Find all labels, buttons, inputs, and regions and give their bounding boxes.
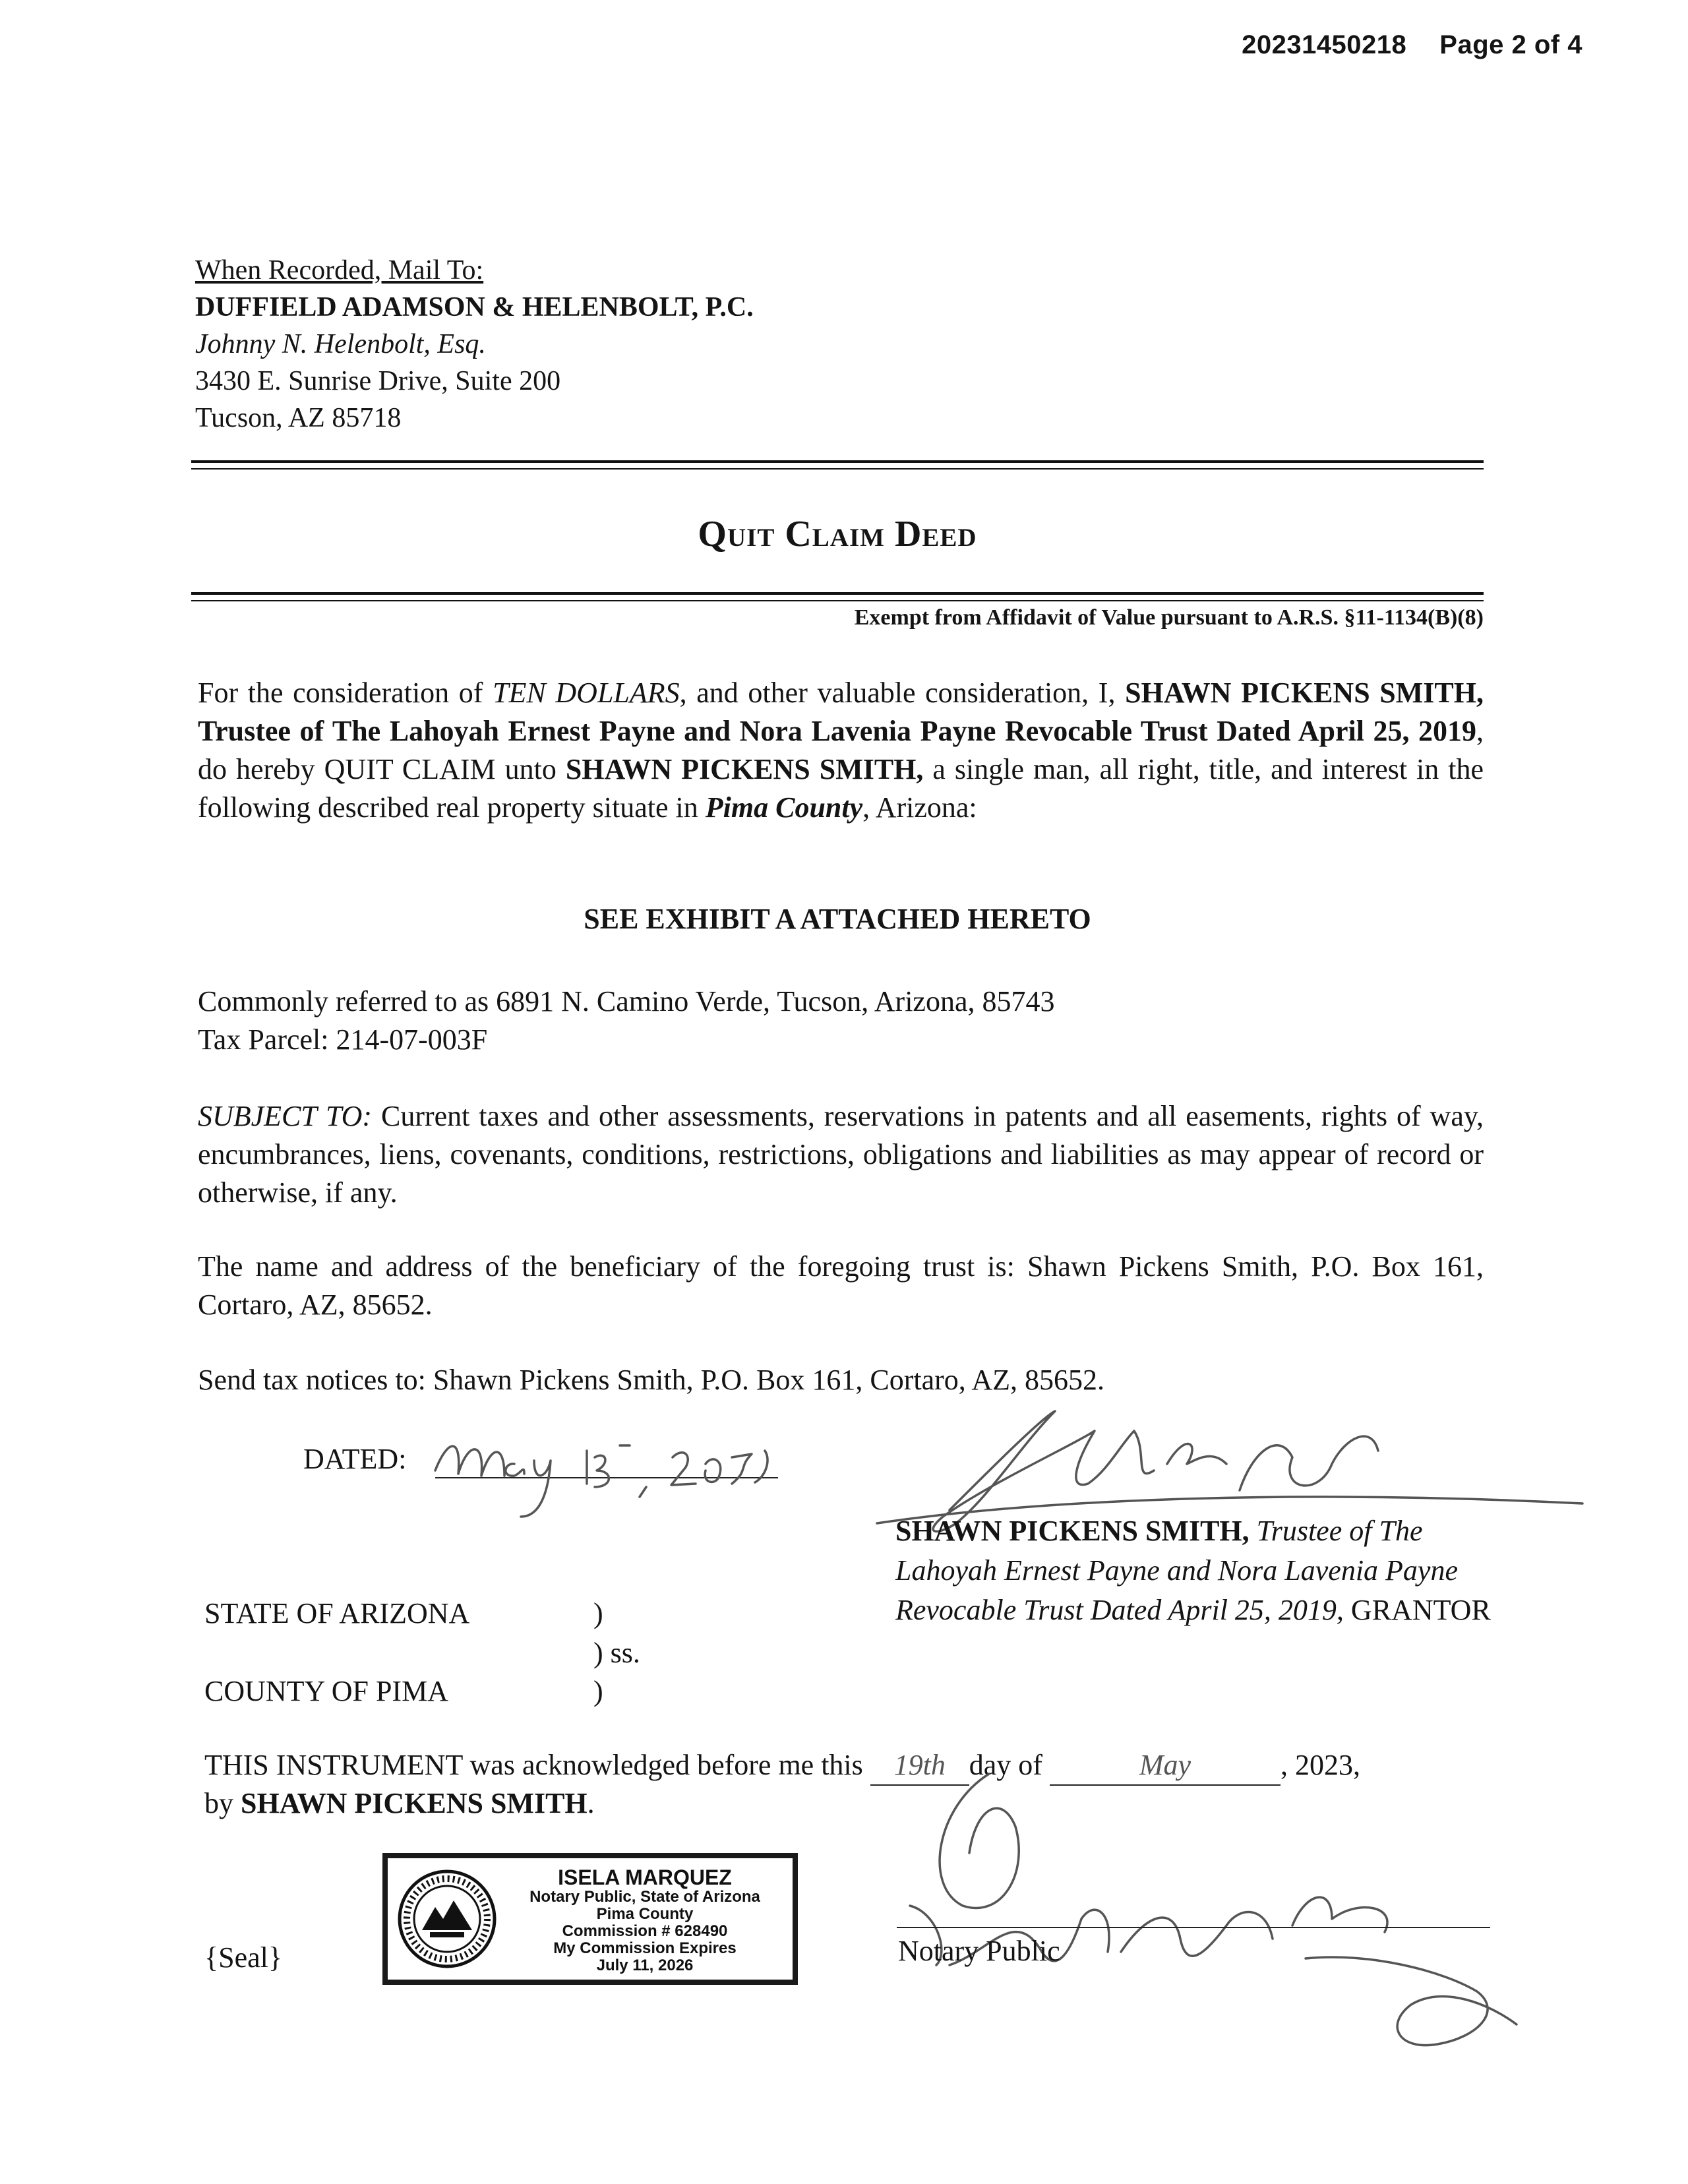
dated-handwriting bbox=[422, 1424, 791, 1523]
dated-label: DATED: bbox=[303, 1443, 407, 1475]
document-number: 20231450218 bbox=[1242, 30, 1407, 59]
signer-role: Trustee of The Lahoyah Ernest Payne and Nora Lavenia Payne Revocable Trust Dated April 25, 2019, bbox=[895, 1515, 1458, 1626]
acknowledgment-by-line bbox=[204, 1784, 595, 1823]
notary-stamp bbox=[382, 1853, 798, 1985]
consideration-text-1: For the consideration of bbox=[198, 677, 493, 709]
tax-notices: Send tax notices to: Shawn Pickens Smith, P.O. Box 161, Cortaro, AZ, 85652. bbox=[198, 1364, 1104, 1396]
venue-paren-bottom: ) bbox=[593, 1675, 603, 1707]
consideration-amount: TEN DOLLARS bbox=[493, 677, 680, 709]
subject-to-text: Current taxes and other assessments, reservations in patents and all easements, rights of way, encumbrances, liens, covenants, conditions, restrictions, obligations and liabilities as may appear of record or otherwise, if any. bbox=[198, 1100, 1484, 1209]
acknowledged-name: SHAWN PICKENS SMITH bbox=[241, 1787, 588, 1819]
acknowledgment-text-3: , 2023, bbox=[1280, 1749, 1360, 1781]
grantor-name: SHAWN PICKENS SMITH, Trustee of The Lahoyah Ernest Payne and Nora Lavenia Payne Revocable Trust Dated April 25, 2019 bbox=[198, 677, 1484, 747]
exhibit-reference: SEE EXHIBIT A ATTACHED HERETO bbox=[584, 903, 1091, 935]
rule-top-1 bbox=[191, 460, 1484, 463]
subject-to-paragraph bbox=[198, 1097, 1484, 1212]
grantee-name: SHAWN PICKENS SMITH, bbox=[565, 753, 924, 785]
consideration-text-2: , and other valuable consideration, I, bbox=[679, 677, 1126, 709]
acknowledgment-period: . bbox=[587, 1787, 595, 1819]
acknowledgment-month: May bbox=[1050, 1746, 1281, 1786]
consideration-text-5: , Arizona: bbox=[862, 791, 977, 824]
firm-address-line2: Tucson, AZ 85718 bbox=[195, 403, 402, 433]
beneficiary-paragraph: The name and address of the beneficiary of the foregoing trust is: Shawn Pickens Smith, P.O. Box 161, Cortaro, AZ, 85652. bbox=[198, 1250, 1484, 1321]
venue-paren-top: ) bbox=[593, 1597, 603, 1629]
venue-county: COUNTY OF PIMA bbox=[204, 1675, 448, 1707]
notary-commission: Commission # 628490 bbox=[562, 1922, 728, 1940]
page-number: Page 2 of 4 bbox=[1439, 30, 1582, 59]
property-address: Commonly referred to as 6891 N. Camino Verde, Tucson, Arizona, 85743 bbox=[198, 985, 1055, 1017]
consideration-text-4: a single man, all right, title, and interest in the following described real property situate in bbox=[198, 753, 1484, 824]
mail-to-block bbox=[195, 252, 754, 437]
property-block bbox=[198, 983, 1484, 1059]
signer-name: SHAWN PICKENS SMITH, bbox=[895, 1515, 1250, 1547]
acknowledgment-text-1: THIS INSTRUMENT was acknowledged before me this bbox=[204, 1749, 870, 1781]
consideration-text-3: , do hereby QUIT CLAIM unto bbox=[198, 715, 1484, 785]
notary-signature-line bbox=[897, 1927, 1490, 1928]
notary-public-label: Notary Public bbox=[898, 1935, 1060, 1967]
grantor-label: GRANTOR bbox=[1343, 1594, 1491, 1626]
rule-bottom-2 bbox=[191, 600, 1484, 601]
notary-stamp-text bbox=[500, 1866, 790, 1974]
rule-top-2 bbox=[191, 468, 1484, 470]
acknowledgment-by: by bbox=[204, 1787, 241, 1819]
firm-address-line1: 3430 E. Sunrise Drive, Suite 200 bbox=[195, 366, 561, 396]
page-header bbox=[1242, 30, 1582, 60]
notary-title: Notary Public, State of Arizona bbox=[529, 1888, 760, 1906]
firm-name: DUFFIELD ADAMSON & HELENBOLT, P.C. bbox=[195, 292, 754, 322]
notary-county: Pima County bbox=[596, 1905, 694, 1923]
notary-name: ISELA MARQUEZ bbox=[558, 1866, 732, 1889]
rule-bottom-1 bbox=[191, 592, 1484, 595]
tax-parcel: Tax Parcel: 214-07-003F bbox=[198, 1023, 488, 1056]
acknowledgment-day: 19th bbox=[870, 1746, 969, 1786]
attorney-name: Johnny N. Helenbolt, Esq. bbox=[195, 329, 486, 359]
venue-state: STATE OF ARIZONA bbox=[204, 1597, 470, 1629]
mail-to-label: When Recorded, Mail To: bbox=[195, 255, 484, 286]
deed-title: Quit Claim Deed bbox=[698, 514, 977, 555]
notary-expires-label: My Commission Expires bbox=[553, 1939, 737, 1957]
exempt-notice: Exempt from Affidavit of Value pursuant to A.R.S. §11-1134(B)(8) bbox=[854, 605, 1484, 630]
signer-block bbox=[895, 1511, 1495, 1630]
seal-label: {Seal} bbox=[204, 1941, 282, 1974]
state-seal-icon bbox=[396, 1867, 498, 1970]
notary-expires-date: July 11, 2026 bbox=[596, 1957, 694, 1974]
county-name: Pima County bbox=[705, 791, 863, 824]
venue-ss: ) ss. bbox=[593, 1637, 640, 1669]
notary-signature bbox=[897, 1754, 1569, 2057]
acknowledgment-text-2: day of bbox=[969, 1749, 1050, 1781]
consideration-paragraph bbox=[198, 674, 1484, 827]
subject-to-label: SUBJECT TO: bbox=[198, 1100, 373, 1132]
